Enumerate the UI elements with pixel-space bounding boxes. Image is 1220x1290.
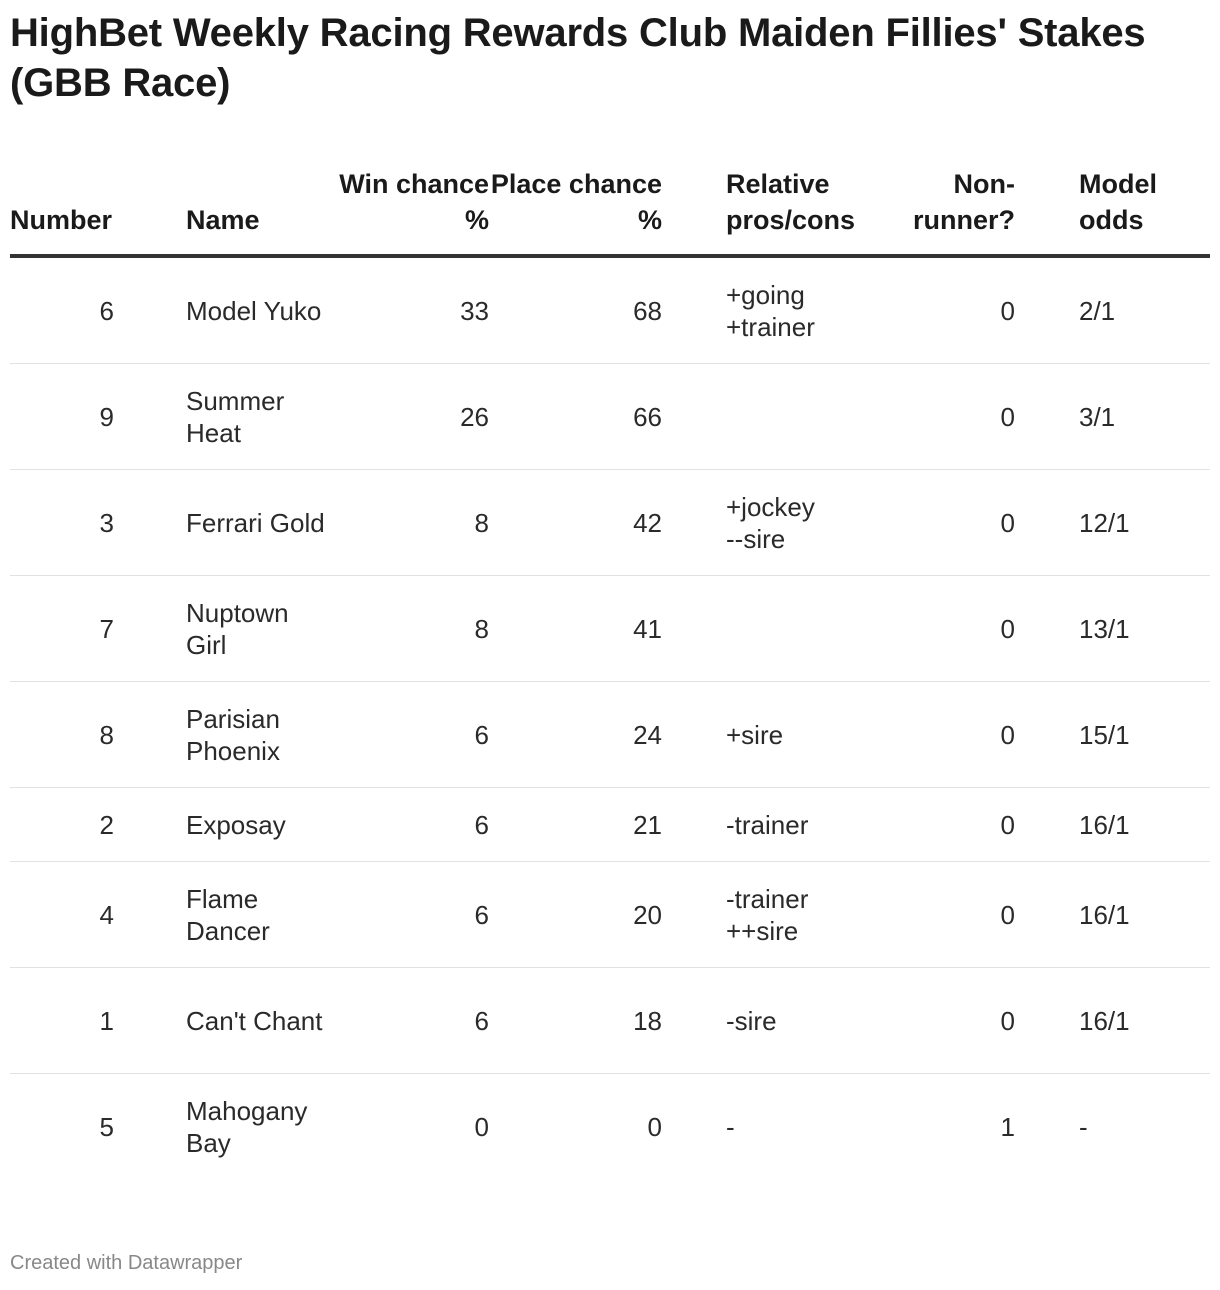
cell-model-odds: 3/1 xyxy=(1015,364,1210,470)
cell-win-chance: 8 xyxy=(336,470,489,576)
cell-number: 6 xyxy=(10,256,186,364)
pros-cons-item: ++sire xyxy=(726,915,799,946)
cell-model-odds: 16/1 xyxy=(1015,788,1210,862)
cell-non-runner: 0 xyxy=(852,682,1015,788)
cell-place-chance: 42 xyxy=(489,470,662,576)
cell-model-odds: 12/1 xyxy=(1015,470,1210,576)
attribution-footer: Created with Datawrapper xyxy=(10,1252,243,1274)
pros-cons-item: -sire xyxy=(726,1005,777,1036)
cell-place-chance: 18 xyxy=(489,968,662,1074)
cell-model-odds: 15/1 xyxy=(1015,682,1210,788)
column-header-number[interactable]: Number xyxy=(10,166,186,256)
pros-cons-item: - xyxy=(726,1111,735,1142)
cell-non-runner: 0 xyxy=(852,788,1015,862)
column-header-name[interactable]: Name xyxy=(186,166,336,256)
table-body xyxy=(10,256,1210,1179)
cell-place-chance: 0 xyxy=(647,1111,662,1142)
cell-model-odds: - xyxy=(1079,1111,1088,1142)
cell-non-runner: 0 xyxy=(852,968,1015,1074)
cell-place-chance: 41 xyxy=(489,576,662,682)
cell-number: 7 xyxy=(10,576,186,682)
pros-cons-item: +going xyxy=(726,279,805,310)
table-row xyxy=(10,1074,1210,1180)
cell-pros-cons xyxy=(662,576,852,682)
cell-pros-cons xyxy=(662,862,852,968)
cell-model-odds: 2/1 xyxy=(1015,256,1210,364)
cell-win-chance: 33 xyxy=(336,256,489,364)
cell-place-chance: 24 xyxy=(489,682,662,788)
cell-number: 4 xyxy=(10,862,186,968)
cell-number: 5 xyxy=(99,1111,114,1142)
cell-pros-cons xyxy=(662,470,852,576)
cell-win-chance: 6 xyxy=(336,968,489,1074)
cell-number: 8 xyxy=(10,682,186,788)
cell-pros-cons xyxy=(662,968,852,1074)
chart-title: HighBet Weekly Racing Rewards Club Maiden Fillies' Stakes (GBB Race) xyxy=(10,11,1146,105)
cell-pros-cons xyxy=(662,256,852,364)
pros-cons-item: +jockey xyxy=(726,491,815,522)
pros-cons-item: +trainer xyxy=(726,311,815,342)
cell-name: Ferrari Gold xyxy=(186,470,336,576)
cell-name: Nuptown Girl xyxy=(186,576,336,682)
column-header-non-runner[interactable]: Non-runner? xyxy=(852,166,1015,256)
cell-name: Exposay xyxy=(186,788,336,862)
cell-name: Parisian Phoenix xyxy=(186,682,336,788)
cell-non-runner: 0 xyxy=(852,364,1015,470)
pros-cons-item: -trainer xyxy=(726,809,809,840)
cell-place-chance: 20 xyxy=(489,862,662,968)
table-row xyxy=(10,470,1210,576)
cell-model-odds: 16/1 xyxy=(1015,862,1210,968)
cell-place-chance: 66 xyxy=(489,364,662,470)
table-row xyxy=(10,862,1210,968)
cell-place-chance: 68 xyxy=(489,256,662,364)
cell-name: Mahogany Bay xyxy=(186,1095,308,1158)
table-row xyxy=(10,682,1210,788)
pros-cons-item: +sire xyxy=(726,719,784,750)
cell-model-odds: 16/1 xyxy=(1015,968,1210,1074)
cell-non-runner: 0 xyxy=(852,576,1015,682)
column-header-win-chance[interactable]: Win chance % xyxy=(336,166,489,256)
race-table xyxy=(10,166,1210,1179)
table-row xyxy=(10,788,1210,862)
cell-name: Model Yuko xyxy=(186,256,336,364)
pros-cons-item: -trainer xyxy=(726,883,809,914)
cell-number: 1 xyxy=(10,968,186,1074)
table-row xyxy=(10,256,1210,364)
cell-pros-cons xyxy=(662,1074,852,1180)
table-row xyxy=(10,364,1210,470)
cell-pros-cons xyxy=(662,364,852,470)
cell-win-chance: 6 xyxy=(336,682,489,788)
cell-model-odds: 13/1 xyxy=(1015,576,1210,682)
cell-non-runner: 1 xyxy=(1000,1111,1015,1142)
table-header-row xyxy=(10,166,1210,256)
cell-non-runner: 0 xyxy=(852,862,1015,968)
cell-win-chance: 8 xyxy=(336,576,489,682)
cell-number: 2 xyxy=(10,788,186,862)
cell-number: 3 xyxy=(10,470,186,576)
cell-name: Flame Dancer xyxy=(186,862,336,968)
table-row xyxy=(10,968,1210,1074)
cell-name: Summer Heat xyxy=(186,364,336,470)
cell-win-chance: 26 xyxy=(336,364,489,470)
cell-win-chance: 0 xyxy=(474,1111,489,1142)
column-header-model-odds[interactable]: Model odds xyxy=(1015,166,1210,256)
cell-place-chance: 21 xyxy=(489,788,662,862)
table-row xyxy=(10,576,1210,682)
cell-win-chance: 6 xyxy=(336,788,489,862)
pros-cons-item: --sire xyxy=(726,523,786,554)
cell-win-chance: 6 xyxy=(336,862,489,968)
cell-name: Can't Chant xyxy=(186,968,336,1074)
cell-pros-cons xyxy=(662,682,852,788)
cell-pros-cons xyxy=(662,788,852,862)
column-header-pros-cons[interactable]: Relative pros/cons xyxy=(662,166,852,256)
cell-number: 9 xyxy=(10,364,186,470)
cell-non-runner: 0 xyxy=(852,256,1015,364)
cell-non-runner: 0 xyxy=(852,470,1015,576)
column-header-place-chance[interactable]: Place chance % xyxy=(489,166,662,256)
